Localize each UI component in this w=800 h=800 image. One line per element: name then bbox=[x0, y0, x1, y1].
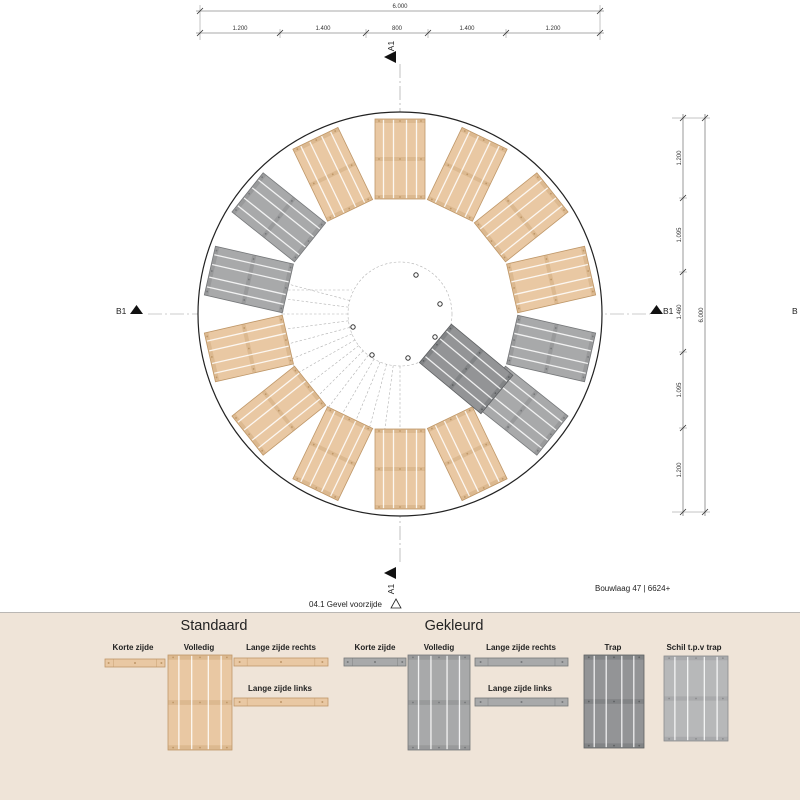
legend-label: Volledig bbox=[423, 643, 455, 652]
legend-label: Lange zijde rechts bbox=[246, 643, 316, 652]
legend-schil-trap bbox=[664, 656, 728, 741]
section-label: A1 bbox=[386, 40, 396, 52]
legend-label: Lange zijde rechts bbox=[486, 643, 556, 652]
section-label: A1 bbox=[386, 583, 396, 595]
section-marker-a-top bbox=[384, 41, 396, 63]
dimension-segment: 1.200 bbox=[232, 26, 248, 32]
legend-standaard-korte-zijde bbox=[105, 659, 165, 667]
legend-label: Korte zijde bbox=[112, 643, 154, 652]
legend-standaard-volledig bbox=[168, 655, 232, 750]
section-label-edge: B bbox=[792, 306, 798, 316]
legend-label: Trap bbox=[604, 643, 622, 652]
elevation-label: 04.1 Gevel voorzijde bbox=[309, 600, 382, 609]
dimension-segment: 1.400 bbox=[459, 26, 475, 32]
dimension-total: 6.000 bbox=[699, 307, 705, 323]
section-marker-b-left bbox=[116, 305, 143, 316]
section-marker-a-bottom bbox=[384, 567, 396, 594]
legend-gekleurd-lange-zijde-links bbox=[475, 698, 568, 706]
dimension-segment: 1.200 bbox=[677, 150, 683, 166]
legend-label: Lange zijde links bbox=[487, 684, 553, 693]
bolt-icon bbox=[351, 325, 355, 329]
legend-gekleurd-lange-zijde-rechts bbox=[475, 658, 568, 666]
bolt-icon bbox=[414, 273, 418, 277]
dimension-total: 6.000 bbox=[392, 4, 408, 10]
legend-label: Volledig bbox=[183, 643, 215, 652]
legend-label: Schil t.p.v trap bbox=[666, 643, 722, 652]
dimension-segment: 1.200 bbox=[677, 462, 683, 478]
dimension-segment: 1.400 bbox=[315, 26, 331, 32]
section-label: B1 bbox=[116, 306, 127, 316]
legend-title-gekleurd: Gekleurd bbox=[424, 618, 484, 634]
dimension-segment: 1.200 bbox=[545, 26, 561, 32]
dimension-segment: 1.460 bbox=[677, 304, 683, 320]
section-triangle-icon bbox=[650, 305, 663, 314]
section-marker-b-right bbox=[650, 305, 674, 316]
bolt-icon bbox=[406, 356, 410, 360]
right-dimension bbox=[672, 114, 710, 516]
legend-gekleurd-korte-zijde bbox=[344, 658, 406, 666]
dimension-segment: 1.095 bbox=[677, 227, 683, 243]
bolt-icon bbox=[438, 302, 442, 306]
legend-gekleurd-volledig bbox=[408, 655, 470, 750]
legend-label: Korte zijde bbox=[354, 643, 396, 652]
ring-pallet-standaard bbox=[375, 429, 425, 509]
floor-label: Bouwlaag 47 | 6624+ bbox=[595, 584, 671, 593]
legend-trap bbox=[584, 655, 644, 748]
dimension-segment: 1.095 bbox=[677, 382, 683, 398]
legend-label: Lange zijde links bbox=[247, 684, 313, 693]
legend-panel bbox=[0, 612, 800, 800]
section-triangle-icon bbox=[384, 567, 396, 579]
section-triangle-icon bbox=[384, 51, 396, 63]
elevation-reference bbox=[309, 599, 401, 609]
bolt-icon bbox=[433, 335, 437, 339]
legend-standaard-lange-zijde-rechts bbox=[234, 658, 328, 666]
ring-pallet-standaard bbox=[375, 119, 425, 199]
section-triangle-icon bbox=[130, 305, 143, 314]
top-dimension bbox=[196, 4, 604, 40]
dimension-segment: 800 bbox=[391, 26, 403, 32]
section-label: B1 bbox=[663, 306, 674, 316]
bolt-icon bbox=[370, 353, 374, 357]
legend-title-standaard: Standaard bbox=[180, 618, 248, 634]
legend-standaard-lange-zijde-links bbox=[234, 698, 328, 706]
elevation-triangle-icon bbox=[391, 599, 401, 608]
